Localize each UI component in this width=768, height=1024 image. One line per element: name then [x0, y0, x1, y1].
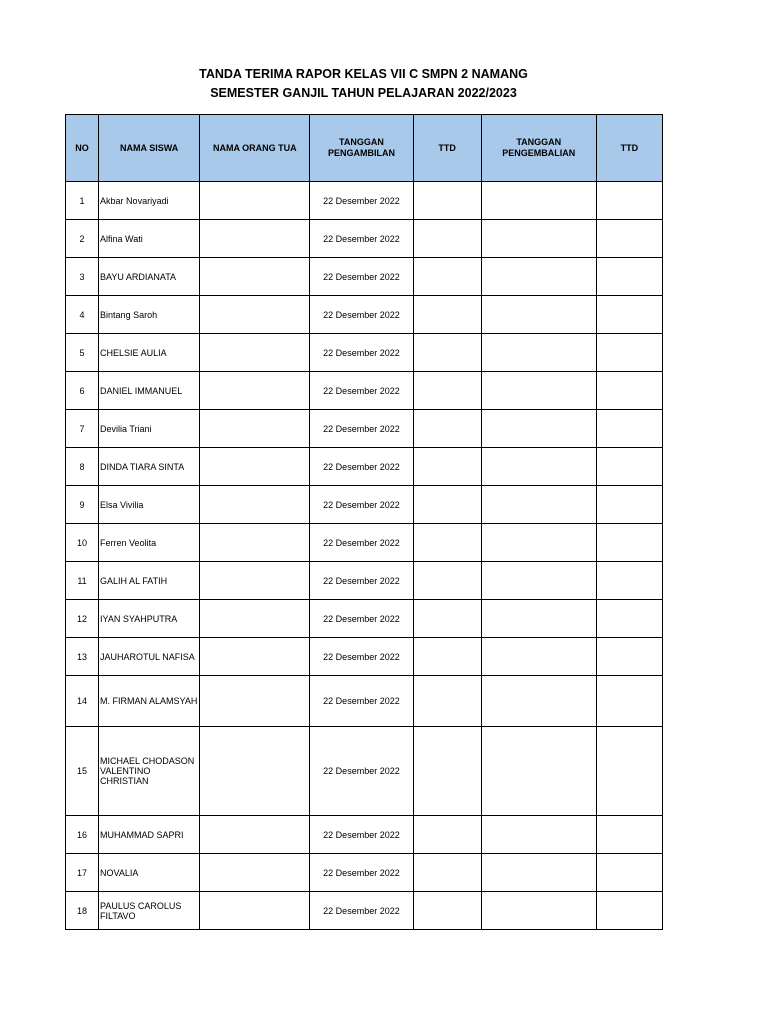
- cell-nama-orang-tua: [200, 372, 310, 410]
- cell-ttd-2: [596, 410, 662, 448]
- cell-tanggal-pengambilan: 22 Desember 2022: [310, 372, 413, 410]
- cell-nama-siswa: Akbar Novariyadi: [99, 182, 200, 220]
- cell-nama-siswa: BAYU ARDIANATA: [99, 258, 200, 296]
- cell-tanggal-pengembalian: [481, 854, 596, 892]
- cell-nama-orang-tua: [200, 524, 310, 562]
- table-row: [66, 182, 663, 220]
- cell-nama-siswa: [99, 727, 200, 816]
- cell-nama-siswa: DINDA TIARA SINTA: [99, 448, 200, 486]
- cell-nama-siswa: IYAN SYAHPUTRA: [99, 600, 200, 638]
- cell-nama-orang-tua: [200, 854, 310, 892]
- cell-no: 2: [66, 220, 99, 258]
- cell-ttd-1: [413, 258, 481, 296]
- header-tanggal-pengembalian-line1: TANGGAN: [516, 137, 562, 147]
- cell-ttd-1: [413, 600, 481, 638]
- cell-ttd-1: [413, 638, 481, 676]
- cell-ttd-2: [596, 220, 662, 258]
- cell-tanggal-pengambilan: 22 Desember 2022: [310, 892, 413, 930]
- header-ttd-1: TTD: [413, 115, 481, 182]
- cell-no: 4: [66, 296, 99, 334]
- cell-ttd-1: [413, 334, 481, 372]
- cell-tanggal-pengembalian: [481, 524, 596, 562]
- cell-tanggal-pengembalian: [481, 410, 596, 448]
- cell-ttd-1: [413, 448, 481, 486]
- cell-tanggal-pengembalian: [481, 182, 596, 220]
- cell-ttd-2: [596, 676, 662, 727]
- table-row: [66, 448, 663, 486]
- cell-nama-siswa: MUHAMMAD SAPRI: [99, 816, 200, 854]
- header-tanggal-pengembalian: [481, 115, 596, 182]
- cell-nama-siswa-line2: FILTAVO: [100, 910, 136, 921]
- table-row: [66, 638, 663, 676]
- cell-ttd-2: [596, 372, 662, 410]
- cell-tanggal-pengambilan: 22 Desember 2022: [310, 486, 413, 524]
- cell-tanggal-pengembalian: [481, 638, 596, 676]
- table-row: [66, 676, 663, 727]
- cell-no: 13: [66, 638, 99, 676]
- cell-no: 14: [66, 676, 99, 727]
- cell-ttd-1: [413, 296, 481, 334]
- cell-ttd-1: [413, 372, 481, 410]
- cell-nama-orang-tua: [200, 334, 310, 372]
- cell-nama-siswa-line2: VALENTINO CHRISTIAN: [100, 766, 151, 786]
- cell-tanggal-pengembalian: [481, 562, 596, 600]
- header-tanggal-pengembalian-line2: PENGEMBALIAN: [502, 148, 576, 158]
- header-row: [66, 115, 663, 182]
- document-subtitle: SEMESTER GANJIL TAHUN PELAJARAN 2022/2023: [210, 86, 517, 100]
- cell-tanggal-pengembalian: [481, 816, 596, 854]
- cell-nama-siswa: JAUHAROTUL NAFISA: [99, 638, 200, 676]
- cell-tanggal-pengembalian: [481, 486, 596, 524]
- cell-ttd-2: [596, 182, 662, 220]
- cell-nama-siswa: Alfina Wati: [99, 220, 200, 258]
- header-ttd-2: TTD: [596, 115, 662, 182]
- cell-nama-orang-tua: [200, 486, 310, 524]
- cell-no: 15: [66, 727, 99, 816]
- header-nama-orang-tua: NAMA ORANG TUA: [200, 115, 310, 182]
- cell-tanggal-pengembalian: [481, 220, 596, 258]
- cell-ttd-2: [596, 334, 662, 372]
- cell-ttd-1: [413, 562, 481, 600]
- cell-tanggal-pengembalian: [481, 372, 596, 410]
- table-row: [66, 816, 663, 854]
- cell-tanggal-pengambilan: 22 Desember 2022: [310, 854, 413, 892]
- cell-tanggal-pengembalian: [481, 296, 596, 334]
- cell-tanggal-pengambilan: 22 Desember 2022: [310, 258, 413, 296]
- table-row: [66, 486, 663, 524]
- cell-tanggal-pengembalian: [481, 676, 596, 727]
- cell-tanggal-pengambilan: 22 Desember 2022: [310, 562, 413, 600]
- cell-nama-siswa: M. FIRMAN ALAMSYAH: [99, 676, 200, 727]
- cell-no: 9: [66, 486, 99, 524]
- cell-ttd-1: [413, 816, 481, 854]
- cell-nama-orang-tua: [200, 892, 310, 930]
- cell-nama-siswa-line1: MICHAEL CHODASON: [100, 756, 195, 766]
- cell-tanggal-pengembalian: [481, 892, 596, 930]
- cell-ttd-1: [413, 892, 481, 930]
- table-row: [66, 727, 663, 816]
- cell-ttd-2: [596, 854, 662, 892]
- cell-no: 17: [66, 854, 99, 892]
- cell-ttd-2: [596, 296, 662, 334]
- cell-tanggal-pengambilan: 22 Desember 2022: [310, 524, 413, 562]
- table-row: [66, 600, 663, 638]
- cell-nama-orang-tua: [200, 638, 310, 676]
- cell-ttd-1: [413, 182, 481, 220]
- cell-nama-orang-tua: [200, 410, 310, 448]
- cell-nama-siswa: DANIEL IMMANUEL: [99, 372, 200, 410]
- header-tanggal-pengambilan-line1: TANGGAN: [339, 137, 384, 147]
- cell-nama-orang-tua: [200, 727, 310, 816]
- report-receipt-table: [65, 114, 663, 930]
- table-row: [66, 524, 663, 562]
- cell-tanggal-pengembalian: [481, 258, 596, 296]
- table-row: [66, 410, 663, 448]
- header-tanggal-pengambilan: [310, 115, 413, 182]
- cell-nama-orang-tua: [200, 600, 310, 638]
- cell-tanggal-pengambilan: 22 Desember 2022: [310, 448, 413, 486]
- cell-no: 10: [66, 524, 99, 562]
- cell-ttd-2: [596, 258, 662, 296]
- header-nama-siswa: NAMA SISWA: [99, 115, 200, 182]
- cell-ttd-2: [596, 727, 662, 816]
- table-row: [66, 892, 663, 930]
- table-row: [66, 854, 663, 892]
- document-title: TANDA TERIMA RAPOR KELAS VII C SMPN 2 NAMANG: [199, 67, 528, 81]
- cell-ttd-1: [413, 410, 481, 448]
- cell-nama-orang-tua: [200, 448, 310, 486]
- cell-ttd-2: [596, 892, 662, 930]
- cell-ttd-2: [596, 816, 662, 854]
- cell-no: 11: [66, 562, 99, 600]
- cell-ttd-1: [413, 486, 481, 524]
- cell-no: 5: [66, 334, 99, 372]
- cell-tanggal-pengambilan: 22 Desember 2022: [310, 638, 413, 676]
- cell-nama-siswa-line1: PAULUS CAROLUS: [100, 900, 182, 911]
- header-no: NO: [66, 115, 99, 182]
- cell-nama-siswa: [99, 892, 200, 930]
- cell-tanggal-pengambilan: 22 Desember 2022: [310, 816, 413, 854]
- table-row: [66, 296, 663, 334]
- cell-nama-siswa: Devilia Triani: [99, 410, 200, 448]
- cell-no: 7: [66, 410, 99, 448]
- cell-tanggal-pengambilan: 22 Desember 2022: [310, 410, 413, 448]
- cell-no: 18: [66, 892, 99, 930]
- table-row: [66, 562, 663, 600]
- cell-ttd-1: [413, 524, 481, 562]
- cell-ttd-2: [596, 638, 662, 676]
- cell-tanggal-pengambilan: 22 Desember 2022: [310, 727, 413, 816]
- cell-nama-siswa: Ferren Veolita: [99, 524, 200, 562]
- cell-ttd-1: [413, 220, 481, 258]
- cell-tanggal-pengambilan: 22 Desember 2022: [310, 296, 413, 334]
- cell-ttd-1: [413, 676, 481, 727]
- cell-nama-orang-tua: [200, 676, 310, 727]
- table-row: [66, 334, 663, 372]
- cell-nama-siswa: NOVALIA: [99, 854, 200, 892]
- cell-no: 8: [66, 448, 99, 486]
- cell-tanggal-pengambilan: 22 Desember 2022: [310, 676, 413, 727]
- cell-tanggal-pengembalian: [481, 334, 596, 372]
- cell-nama-orang-tua: [200, 562, 310, 600]
- cell-nama-siswa: Elsa Vivilia: [99, 486, 200, 524]
- cell-no: 12: [66, 600, 99, 638]
- cell-nama-orang-tua: [200, 258, 310, 296]
- cell-tanggal-pengambilan: 22 Desember 2022: [310, 334, 413, 372]
- table-row: [66, 258, 663, 296]
- cell-tanggal-pengambilan: 22 Desember 2022: [310, 182, 413, 220]
- cell-tanggal-pengambilan: 22 Desember 2022: [310, 600, 413, 638]
- cell-no: 16: [66, 816, 99, 854]
- table-row: [66, 220, 663, 258]
- cell-nama-siswa: CHELSIE AULIA: [99, 334, 200, 372]
- cell-ttd-1: [413, 727, 481, 816]
- cell-tanggal-pengembalian: [481, 600, 596, 638]
- cell-nama-orang-tua: [200, 296, 310, 334]
- cell-ttd-1: [413, 854, 481, 892]
- cell-nama-orang-tua: [200, 182, 310, 220]
- cell-tanggal-pengambilan: 22 Desember 2022: [310, 220, 413, 258]
- table-row: [66, 372, 663, 410]
- cell-nama-orang-tua: [200, 816, 310, 854]
- cell-ttd-2: [596, 600, 662, 638]
- cell-no: 3: [66, 258, 99, 296]
- cell-nama-siswa: GALIH AL FATIH: [99, 562, 200, 600]
- cell-ttd-2: [596, 562, 662, 600]
- cell-tanggal-pengembalian: [481, 448, 596, 486]
- cell-ttd-2: [596, 486, 662, 524]
- cell-ttd-2: [596, 448, 662, 486]
- cell-nama-orang-tua: [200, 220, 310, 258]
- cell-no: 6: [66, 372, 99, 410]
- cell-no: 1: [66, 182, 99, 220]
- cell-nama-siswa: Bintang Saroh: [99, 296, 200, 334]
- cell-ttd-2: [596, 524, 662, 562]
- cell-tanggal-pengembalian: [481, 727, 596, 816]
- header-tanggal-pengambilan-line2: PENGAMBILAN: [327, 148, 395, 158]
